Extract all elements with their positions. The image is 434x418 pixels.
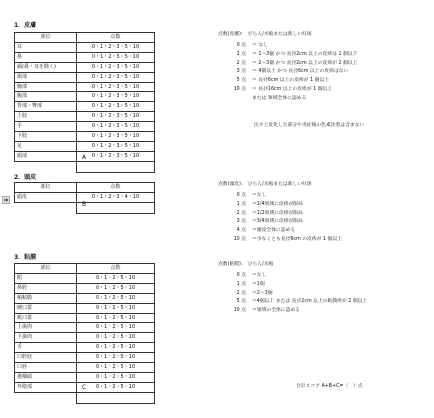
legend-item (218, 43, 357, 49)
site-cell: 舌 (15, 343, 77, 353)
legend-title-left: 点数(皮膚)： (218, 32, 246, 37)
legend-description: ＝ 4個以上 かつ 長径6cm 以上の皮疹はない (252, 69, 349, 75)
site-cell: 下肢 (15, 132, 77, 142)
table-header-row (15, 264, 155, 274)
site-cell: 頬粘膜 (15, 293, 77, 303)
table-row (15, 353, 155, 363)
score-options-cell[interactable]: 0・1・2・3・5・10 (77, 151, 155, 161)
score-options-cell[interactable]: 0・1・2・5・10 (77, 353, 155, 363)
mucosa-score-table (14, 263, 155, 404)
legend-title-right: びらん/水疱または新しい紅斑 (247, 32, 312, 37)
table-row (15, 313, 155, 323)
legend-item (218, 282, 367, 288)
legend-score: 2 点 (236, 210, 246, 216)
legend-item (218, 211, 342, 217)
legend-score: 1 点 (236, 281, 246, 287)
section2-legend-title (218, 182, 312, 188)
score-options-cell[interactable]: 0・1・2・3・5・10 (77, 42, 155, 52)
site-cell: 硬口蓋 (15, 303, 77, 313)
legend-title-left: 点数(頭皮)： (218, 182, 246, 187)
score-options-cell[interactable]: 0・1・2・3・5・10 (77, 132, 155, 142)
legend-item (218, 52, 357, 58)
score-options-cell[interactable]: 0・1・2・5・10 (77, 273, 155, 283)
legend-score: 3 点 (236, 219, 246, 225)
legend-score: 4 点 (236, 228, 246, 234)
site-cell: 鼻 (15, 52, 77, 62)
legend-item (218, 78, 357, 84)
legend-item (218, 228, 342, 234)
site-cell: 頭皮 (15, 192, 77, 202)
legend-description: ＝ 1〜3個 かつ 長径2cm 以上の皮疹は 1 個以下 (252, 51, 358, 57)
site-cell: 背部・臀部 (15, 102, 77, 112)
table-row (15, 132, 155, 142)
subtotal-blank-cell (15, 161, 77, 172)
legend-item (218, 291, 367, 297)
score-options-cell[interactable]: 0・1・2・5・10 (77, 313, 155, 323)
legend-score: 10 点 (233, 308, 246, 314)
score-options-cell[interactable]: 0・1・2・3・5・10 (77, 52, 155, 62)
table-row (15, 303, 155, 313)
subtotal-cell[interactable] (77, 392, 155, 403)
legend-score: 0 点 (236, 43, 246, 48)
legend-item (218, 273, 367, 279)
table-row (15, 102, 155, 112)
legend-description: ＝2〜3個 (252, 290, 273, 296)
legend-description: ＝ 長径6cm 以上の皮疹が 1 個以上 (252, 78, 330, 84)
section2-legend (218, 193, 342, 246)
legend-score: 3 点 (236, 69, 246, 75)
legend-description: ＝1個 (252, 281, 265, 287)
score-options-cell[interactable]: 0・1・2・3・5・10 (77, 92, 155, 102)
column-header-site: 部位 (15, 33, 77, 43)
column-header-score: 点数 (77, 33, 155, 43)
legend-item (218, 96, 357, 102)
table-row (15, 42, 155, 52)
score-options-cell[interactable]: 0・1・2・5・10 (77, 283, 155, 293)
legend-description: ＝1/2領域に皮疹が限局 (252, 210, 303, 216)
legend-description: ＝3/4領域に皮疹が限局 (252, 219, 303, 225)
section1-legend-title (218, 32, 312, 38)
column-header-site: 部位 (15, 183, 77, 193)
legend-description: ＝なし (252, 273, 267, 278)
total-score-formula: 合計スコア A+B+C=（ ）点 (296, 384, 363, 389)
score-options-cell[interactable]: 0・1・2・3・5・10 (77, 72, 155, 82)
score-options-cell[interactable]: 0・1・2・5・10 (77, 382, 155, 392)
legend-score: 2 点 (236, 60, 246, 66)
section1-heading: 1．皮膚 (14, 22, 37, 29)
legend-item (218, 219, 342, 225)
table-row (15, 363, 155, 373)
section2-total-label: B (82, 201, 87, 208)
legend-score: 0 点 (236, 273, 246, 278)
site-cell: 上肢 (15, 112, 77, 122)
legend-item (218, 308, 367, 314)
site-cell: 胸部 (15, 82, 77, 92)
score-options-cell[interactable]: 0・1・2・3・5・10 (77, 62, 155, 72)
legend-description: ＝4個以上 または 長径2cm 以上の粘膜疹が 2 個以上 (252, 299, 368, 305)
score-options-cell[interactable]: 0・1・2・5・10 (77, 303, 155, 313)
legend-item (218, 69, 357, 75)
section3-total-label: C (82, 384, 87, 391)
legend-item (218, 202, 342, 208)
table-row (15, 62, 155, 72)
table-row (15, 283, 155, 293)
site-cell: 頭部 (15, 151, 77, 161)
table-header-row (15, 33, 155, 43)
arrow-right-icon[interactable] (2, 196, 10, 204)
legend-description: ＝頭皮全体に認める (252, 228, 296, 234)
site-cell: 下歯肉 (15, 333, 77, 343)
table-row (15, 72, 155, 82)
legend-score: 5 点 (236, 299, 246, 305)
table-row (15, 141, 155, 151)
section1-note: 注＊上皮化した部分や炎症後の色素沈着は含まない (254, 123, 365, 128)
table-row (15, 323, 155, 333)
table-row (15, 52, 155, 62)
score-options-cell[interactable]: 0・1・2・3・5・10 (77, 102, 155, 112)
legend-item (218, 237, 342, 243)
legend-score: 0 点 (236, 193, 246, 198)
section1-legend (218, 43, 357, 105)
score-options-cell[interactable]: 0・1・2・3・5・10 (77, 82, 155, 92)
legend-description: または 領域全体に認める (252, 95, 307, 101)
legend-description: ＝なし (252, 193, 267, 198)
site-cell: 鼻腔 (15, 283, 77, 293)
site-cell: 軟口蓋 (15, 313, 77, 323)
subtotal-row (15, 392, 155, 403)
table-row (15, 112, 155, 122)
score-options-cell[interactable]: 0・1・2・5・10 (77, 333, 155, 343)
site-cell: 足 (15, 141, 77, 151)
site-cell: 口唇 (15, 363, 77, 373)
legend-description: ＝少なくとも長径6cm の皮疹が 1 個以上 (252, 236, 342, 242)
legend-score: 2 点 (236, 290, 246, 296)
section3-legend (218, 273, 367, 317)
site-cell: 眼 (15, 273, 77, 283)
legend-description: ＝ なし (252, 43, 268, 48)
legend-title-right: びらん/水疱 (247, 262, 274, 267)
subtotal-blank-cell (15, 392, 77, 403)
subtotal-row (15, 161, 155, 172)
section3-heading: 3．粘膜 (14, 254, 37, 261)
table-row (15, 82, 155, 92)
site-cell: 口腔底 (15, 353, 77, 363)
legend-score: 10 点 (233, 86, 246, 92)
legend-title-right: びらん/水疱または新しい紅斑 (247, 182, 312, 187)
legend-title-left: 点数(粘膜)： (218, 262, 246, 267)
site-cell: 頸部 (15, 72, 77, 82)
table-row (15, 92, 155, 102)
site-cell: 手 (15, 122, 77, 132)
subtotal-cell[interactable] (77, 202, 155, 213)
score-options-cell[interactable]: 0・1・2・3・5・10 (77, 122, 155, 132)
site-cell: 耳 (15, 42, 77, 52)
site-cell: 腹部 (15, 92, 77, 102)
score-options-cell[interactable]: 0・1・2・5・10 (77, 363, 155, 373)
legend-item (218, 193, 342, 199)
legend-score: 5 点 (236, 78, 246, 84)
section2-heading: 2．頭皮 (14, 174, 37, 181)
score-options-cell[interactable]: 0・1・2・3・5・10 (77, 141, 155, 151)
score-options-cell[interactable]: 0・1・2・5・10 (77, 372, 155, 382)
subtotal-cell[interactable] (77, 161, 155, 172)
site-cell: 顔(鼻・耳を除く) (15, 62, 77, 72)
subtotal-blank-cell (15, 202, 77, 213)
legend-item (218, 87, 357, 93)
legend-score: 1 点 (236, 201, 246, 207)
section1-total-label: A (82, 154, 87, 161)
table-row (15, 122, 155, 132)
table-row (15, 343, 155, 353)
legend-description: ＝ 長径16cm 以上の皮疹が 1 個以上 (252, 86, 333, 92)
table-row (15, 333, 155, 343)
legend-description: ＝ 2〜3個 かつ 長径2cm 以上の皮疹が 2 個以上 (252, 60, 358, 66)
site-cell: 後咽頭 (15, 372, 77, 382)
table-header-row (15, 183, 155, 193)
legend-description: ＝領域の全体に認める (252, 308, 300, 314)
column-header-score: 点数 (77, 264, 155, 274)
score-options-cell[interactable]: 0・1・2・5・10 (77, 343, 155, 353)
legend-item (218, 299, 367, 305)
legend-description: ＝1/4領域に皮疹が限局 (252, 201, 303, 207)
legend-score: 1 点 (236, 51, 246, 57)
table-row (15, 273, 155, 283)
site-cell: 上歯肉 (15, 323, 77, 333)
table-row (15, 372, 155, 382)
site-cell: 外陰部 (15, 382, 77, 392)
score-options-cell[interactable]: 0・1・2・5・10 (77, 293, 155, 303)
legend-item (218, 61, 357, 67)
table-row (15, 293, 155, 303)
section3-legend-title (218, 262, 273, 268)
column-header-score: 点数 (77, 183, 155, 193)
skin-score-table (14, 32, 155, 173)
score-options-cell[interactable]: 0・1・2・3・5・10 (77, 112, 155, 122)
score-options-cell[interactable]: 0・1・2・5・10 (77, 323, 155, 333)
score-options-cell[interactable]: 0・1・2・3・4・10 (77, 192, 155, 202)
scalp-score-table (14, 182, 155, 214)
column-header-site: 部位 (15, 264, 77, 274)
legend-score: 10 点 (233, 236, 246, 242)
